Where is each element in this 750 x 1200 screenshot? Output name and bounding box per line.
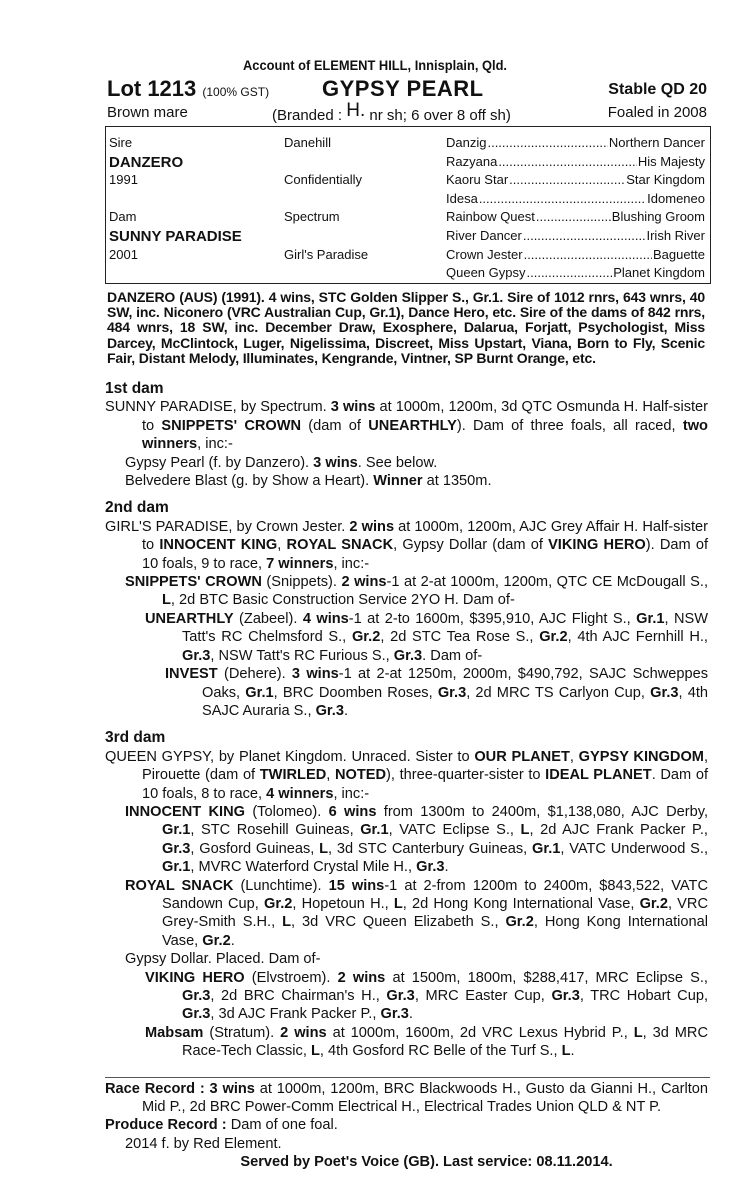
- text-run: QUEEN GYPSY, by Planet Kingdom. Unraced. Sister to: [105, 748, 475, 765]
- text-run: , inc:-: [333, 785, 370, 802]
- bold-text-run: 4 winners: [266, 785, 334, 802]
- bold-text-run: Mabsam: [145, 1024, 204, 1041]
- bold-text-run: Produce Record :: [105, 1117, 227, 1134]
- pedigree-entry: [105, 748, 708, 803]
- pedigree-entry: [105, 665, 708, 720]
- pedigree-generation-3: [446, 247, 705, 262]
- pedigree-generation-3: [446, 228, 705, 243]
- bold-text-run: two winners: [142, 417, 708, 453]
- bold-text-run: Gr.1: [162, 822, 191, 839]
- text-run: , 2d Hong Kong International Vase,: [402, 895, 640, 912]
- dot-leader: [498, 154, 637, 169]
- ancestor-sire: Planet Kingdom: [613, 265, 705, 281]
- pedigree-row: [106, 228, 710, 246]
- text-run: SUNNY PARADISE, by Spectrum.: [105, 399, 331, 416]
- bold-text-run: Gr.1: [636, 610, 665, 627]
- bold-text-run: ROYAL SNACK: [286, 537, 394, 554]
- pedigree-row: [106, 247, 710, 265]
- text-run: -1 at 2-to 1600m, $395,910, AJC Flight S.,: [348, 610, 637, 627]
- bold-text-run: ROYAL SNACK: [125, 877, 234, 894]
- pedigree-entry: [105, 518, 708, 573]
- pedigree-generation-3: [446, 209, 705, 224]
- pedigree-entry: [105, 950, 708, 968]
- text-run: , NSW Tatt's RC Chelmsford S.,: [182, 610, 708, 646]
- bold-text-run: 15 wins: [328, 877, 385, 894]
- bold-text-run: OUR PLANET: [474, 748, 570, 765]
- catalogue-body: [105, 290, 709, 1192]
- bold-text-run: SNIPPETS' CROWN: [125, 574, 262, 591]
- text-run: 2014 f. by Red Element.: [125, 1135, 282, 1152]
- bold-text-run: TWIRLED: [259, 767, 327, 784]
- bold-text-run: 2 wins: [349, 518, 395, 535]
- bold-text-run: INNOCENT KING: [125, 803, 246, 820]
- dot-leader: [527, 265, 613, 280]
- bold-text-run: Gr.2: [539, 629, 568, 646]
- bold-text-run: L: [162, 592, 171, 609]
- pedigree-row: [106, 265, 710, 283]
- text-run: , inc:-: [333, 555, 370, 572]
- text-run: .: [230, 932, 235, 949]
- ancestor-name: River Dancer: [446, 228, 522, 243]
- pedigree-entry: [105, 969, 708, 1024]
- bold-text-run: Gr.2: [264, 895, 293, 912]
- text-run: at 1350m.: [422, 473, 492, 490]
- gst-note: (100% GST): [202, 85, 270, 99]
- text-run: .: [408, 1006, 413, 1023]
- bold-text-run: 7 winners: [266, 555, 334, 572]
- text-run: (Dehere).: [217, 666, 292, 683]
- text-run: -1 at 2-at 1000m, 1200m, QTC CE McDougall S.,: [386, 574, 708, 591]
- dot-leader: [523, 228, 646, 243]
- dot-leader: [524, 247, 652, 262]
- ancestor-sire: Northern Dancer: [608, 135, 705, 150]
- dot-leader: [479, 191, 646, 206]
- pedigree-entry: [105, 1135, 708, 1153]
- ancestor-name: Crown Jester: [446, 246, 523, 262]
- dam-section: [105, 729, 708, 1060]
- text-run: at 1000m, 1600m, 2d VRC Lexus Hybrid P.,: [326, 1024, 634, 1041]
- bold-text-run: L: [520, 822, 530, 839]
- pedigree-row: [106, 172, 710, 190]
- text-run: . Dam of-: [422, 647, 483, 664]
- bold-text-run: Gr.2: [639, 895, 668, 912]
- divider: [105, 1077, 710, 1078]
- text-run: ). Dam of 10 foals, 9 to race,: [142, 537, 709, 572]
- pedigree-entry: [105, 1116, 708, 1134]
- dam-section: [105, 380, 708, 490]
- ancestor-name: Danzig: [446, 135, 487, 150]
- text-run: , 3d MRC Race-Tech Classic,: [182, 1024, 708, 1060]
- bold-text-run: Gr.3: [182, 1006, 211, 1023]
- bold-text-run: 6 wins: [328, 803, 377, 820]
- bold-text-run: INNOCENT KING: [159, 537, 278, 554]
- dot-leader: [536, 209, 611, 224]
- bold-text-run: VIKING HERO: [145, 969, 245, 986]
- pedigree-generation-3: [446, 265, 705, 280]
- text-run: at 1000m, 1200m, BRC Blackwoods H., Gusto da Gianni H., Carlton Mid P., 2d BRC Power-Comm Electrical H., Electrical Trades Union QLD & NT P.: [142, 1080, 708, 1116]
- bold-text-run: 3 wins: [313, 454, 358, 471]
- color-sex: Brown mare: [107, 104, 188, 121]
- bold-text-run: UNEARTHLY: [368, 417, 457, 434]
- dam-section: [105, 499, 708, 720]
- bold-text-run: Gr.1: [245, 684, 274, 701]
- text-run: , 3d AJC Frank Packer P.,: [210, 1006, 381, 1023]
- dot-leader: [487, 135, 607, 150]
- text-run: (Snippets).: [261, 574, 342, 591]
- pedigree-entry: [105, 573, 708, 610]
- text-run: ,: [569, 748, 579, 765]
- foaled-year: Foaled in 2008: [607, 104, 707, 121]
- text-run: , VRC Grey-Smith S.H.,: [162, 895, 708, 931]
- text-run: , 4th SAJC Auraria S.,: [202, 684, 708, 719]
- text-run: , Hopetoun H.,: [292, 895, 394, 912]
- text-run: , 2d STC Tea Rose S.,: [380, 629, 540, 646]
- text-run: -1 at 2-from 1200m to 2400m, $843,522, VATC Sandown Cup,: [162, 877, 709, 912]
- brand-mark: H.: [346, 100, 366, 121]
- ancestor-name: Razyana: [446, 153, 498, 169]
- pedigree-generation-1: SUNNY PARADISE: [109, 228, 242, 245]
- pedigree-generation-1: DANZERO: [109, 153, 184, 171]
- pedigree-generation-1: 1991: [109, 172, 138, 188]
- lot-label: Lot 1213: [107, 76, 197, 101]
- text-run: (Zabeel).: [233, 610, 303, 627]
- section-heading: 1st dam: [105, 380, 164, 398]
- pedigree-entry: [105, 610, 708, 665]
- text-run: .: [343, 702, 349, 719]
- text-run: , 4th AJC Fernhill H.,: [567, 629, 708, 646]
- bold-text-run: L: [633, 1024, 643, 1041]
- section-heading: 3rd dam: [105, 729, 166, 747]
- ancestor-sire: Blushing Groom: [611, 209, 705, 225]
- text-run: , VATC Eclipse S.,: [388, 822, 521, 839]
- pedigree-row: [106, 209, 710, 227]
- brand-suffix: nr sh; 6 over 8 off sh): [365, 107, 511, 124]
- bold-text-run: SNIPPETS' CROWN: [161, 417, 302, 434]
- text-run: . See below.: [357, 454, 438, 471]
- dot-leader: [509, 172, 625, 187]
- text-run: (dam of: [301, 417, 369, 434]
- pedigree-entry: [105, 1080, 708, 1117]
- served-by: Served by Poet's Voice (GB). Last service: 08.11.2014.: [240, 1154, 613, 1171]
- bold-text-run: Gr.3: [551, 988, 580, 1005]
- text-run: , 2d BTC Basic Construction Service 2YO H. Dam of-: [170, 592, 515, 609]
- text-run: , NSW Tatt's RC Furious S.,: [210, 647, 394, 664]
- bold-text-run: Gr.3: [416, 859, 445, 876]
- bold-text-run: VIKING HERO: [548, 537, 646, 554]
- pedigree-generation-2: Confidentially: [284, 172, 363, 188]
- bold-text-run: INVEST: [165, 666, 218, 683]
- text-run: , 2d AJC Frank Packer P.,: [529, 822, 708, 839]
- text-run: , 2d BRC Chairman's H.,: [210, 988, 387, 1005]
- bold-text-run: Gr.3: [437, 684, 467, 701]
- text-run: . Dam of 10 foals, 8 to race,: [142, 767, 709, 802]
- records: [105, 1080, 708, 1172]
- sire-summary: DANZERO (AUS) (1991). 4 wins, STC Golden Slipper S., Gr.1. Sire of 1012 rnrs, 643 wnrs, 40 SW, inc. Niconero (VRC Australian Cup, Gr.1), Dance Hero, etc. Sire of the dams of 842 rnrs, 484 wnrs, 18 SW, inc. December Draw, Exosphere, Dalarua, Forjatt, Psychologist, Miss Darcey, McClintock, Luger, Nigelissima, Discreet, Miss Upstart, Viana, Born to Fly, Scenic Fair, Distant Melody, Illuminates, Kengrande, Vintner, SP Burnt Orange, etc.: [107, 289, 705, 366]
- bold-text-run: Gr.1: [162, 859, 191, 876]
- horse-name: GYPSY PEARL: [322, 76, 484, 101]
- text-run: (Stratum).: [203, 1024, 281, 1041]
- pedigree-generation-1: 2001: [109, 246, 138, 262]
- bold-text-run: L: [319, 840, 329, 857]
- bold-text-run: Race Record : 3 wins: [105, 1080, 255, 1097]
- text-run: , STC Rosehill Guineas,: [190, 822, 361, 839]
- text-run: , BRC Doomben Roses,: [273, 684, 438, 701]
- bold-text-run: 3 wins: [291, 666, 339, 683]
- text-run: Gypsy Dollar. Placed. Dam of-: [125, 951, 321, 968]
- horse-details: [107, 100, 707, 124]
- pedigree-row: [106, 135, 710, 153]
- text-run: (Lunchtime).: [233, 877, 329, 894]
- bold-text-run: L: [310, 1043, 320, 1060]
- text-run: at 1000m, 1200m, 3d QTC Osmunda H. Half-sister to: [142, 399, 709, 434]
- text-run: .: [570, 1043, 575, 1060]
- bold-text-run: Gr.3: [386, 988, 415, 1005]
- bold-text-run: GYPSY KINGDOM: [578, 748, 704, 765]
- bold-text-run: Gr.2: [351, 629, 381, 646]
- bold-text-run: NOTED: [334, 767, 387, 784]
- bold-text-run: Gr.3: [380, 1006, 409, 1023]
- ancestor-name: Kaoru Star: [446, 172, 509, 188]
- ancestor-sire: Idomeneo: [647, 190, 705, 206]
- text-run: Dam of one foal.: [226, 1117, 338, 1134]
- bold-text-run: Winner: [373, 473, 423, 490]
- bold-text-run: Gr.3: [182, 647, 211, 664]
- brand-prefix: (Branded :: [272, 107, 347, 124]
- bold-text-run: Gr.1: [360, 822, 389, 839]
- bold-text-run: 2 wins: [280, 1024, 327, 1041]
- bold-text-run: L: [282, 914, 292, 931]
- pedigree-entry: [105, 398, 708, 453]
- bold-text-run: UNEARTHLY: [145, 610, 234, 627]
- pedigree-entry: [105, 877, 708, 951]
- pedigree-entry: [105, 454, 708, 472]
- vendor-account: Account of ELEMENT HILL, Innisplain, Qld.: [242, 57, 508, 73]
- text-run: (Elvstroem).: [244, 969, 338, 986]
- bold-text-run: 4 wins: [302, 610, 349, 627]
- stable-number: Stable QD 20: [608, 81, 707, 98]
- dam-sections: [105, 380, 708, 1061]
- bold-text-run: IDEAL PLANET: [545, 767, 652, 784]
- pedigree-entry: [105, 472, 708, 490]
- lot-number: [107, 76, 269, 102]
- text-run: -1 at 2-at 1250m, 2000m, $490,792, SAJC Schweppes Oaks,: [202, 666, 709, 701]
- text-run: , inc:-: [197, 436, 233, 453]
- text-run: , Gypsy Dollar (dam of: [393, 537, 549, 554]
- pedigree-table: [105, 126, 711, 284]
- bold-text-run: 3 wins: [330, 399, 376, 416]
- pedigree-entry: [105, 803, 708, 877]
- bold-text-run: Gr.3: [650, 684, 679, 701]
- bold-text-run: Gr.2: [505, 914, 534, 931]
- ancestor-name: Rainbow Quest: [446, 209, 535, 225]
- pedigree-generation-2: Danehill: [284, 135, 331, 150]
- text-run: ,: [326, 767, 335, 784]
- bold-text-run: Gr.3: [162, 840, 191, 857]
- bold-text-run: Gr.3: [182, 988, 211, 1005]
- text-run: , MRC Easter Cup,: [414, 988, 552, 1005]
- text-run: , 4th Gosford RC Belle of the Turf S.,: [319, 1043, 562, 1060]
- text-run: , 3d STC Canterbury Guineas,: [328, 840, 532, 857]
- text-run: , 3d VRC Queen Elizabeth S.,: [291, 914, 506, 931]
- bold-text-run: Gr.1: [531, 840, 561, 857]
- ancestor-sire: His Majesty: [637, 153, 705, 169]
- pedigree-generation-2: Spectrum: [284, 209, 340, 225]
- bold-text-run: Gr.3: [393, 647, 423, 664]
- text-run: from 1300m to 2400m, $1,138,080, AJC Derby,: [376, 803, 709, 820]
- ancestor-name: Idesa: [446, 190, 478, 206]
- pedigree-generation-3: [446, 135, 705, 150]
- pedigree-generation-3: [446, 191, 705, 206]
- text-run: Gypsy Pearl (f. by Danzero).: [125, 454, 314, 471]
- pedigree-entry: [105, 1024, 708, 1061]
- text-run: GIRL'S PARADISE, by Crown Jester.: [105, 518, 350, 535]
- pedigree-generation-1: Dam: [109, 209, 137, 225]
- pedigree-row: [106, 191, 710, 209]
- ancestor-sire: Star Kingdom: [626, 172, 705, 188]
- section-heading: 2nd dam: [105, 499, 169, 517]
- pedigree-generation-2: Girl's Paradise: [284, 246, 369, 262]
- text-run: at 1000m, 1200m, AJC Grey Affair H. Half-sister to: [142, 518, 708, 554]
- bold-text-run: 2 wins: [337, 969, 386, 986]
- text-run: , Hong Kong International Vase,: [162, 914, 709, 949]
- text-run: , TRC Hobart Cup,: [579, 988, 708, 1005]
- text-run: , Pirouette (dam of: [142, 748, 709, 784]
- pedigree-generation-3: [446, 154, 705, 169]
- text-run: ). Dam of three foals, all raced,: [456, 417, 683, 434]
- text-run: ,: [277, 537, 287, 554]
- text-run: , VATC Underwood S.,: [560, 840, 708, 857]
- ancestor-sire: Irish River: [646, 228, 705, 243]
- ancestor-sire: Baguette: [652, 246, 705, 262]
- bold-text-run: 2 wins: [341, 574, 387, 591]
- text-run: .: [444, 859, 449, 876]
- text-run: , 2d MRC TS Carlyon Cup,: [466, 684, 651, 701]
- bold-text-run: L: [393, 895, 403, 912]
- brand-info: [272, 100, 511, 126]
- text-run: at 1500m, 1800m, $288,417, MRC Eclipse S.,: [385, 969, 708, 986]
- pedigree-row: [106, 154, 710, 172]
- pedigree-generation-3: [446, 172, 705, 187]
- text-run: , Gosford Guineas,: [190, 840, 320, 857]
- text-run: Belvedere Blast (g. by Show a Heart).: [125, 473, 374, 490]
- bold-text-run: L: [561, 1043, 571, 1060]
- text-run: , MVRC Waterford Crystal Mile H.,: [190, 859, 417, 876]
- bold-text-run: Gr.3: [315, 702, 344, 719]
- lot-header: [107, 76, 707, 102]
- text-run: (Tolomeo).: [245, 803, 329, 820]
- ancestor-name: Queen Gypsy: [446, 265, 526, 281]
- text-run: ), three-quarter-sister to: [386, 767, 546, 784]
- pedigree-generation-1: Sire: [109, 135, 133, 150]
- bold-text-run: Gr.2: [202, 932, 231, 949]
